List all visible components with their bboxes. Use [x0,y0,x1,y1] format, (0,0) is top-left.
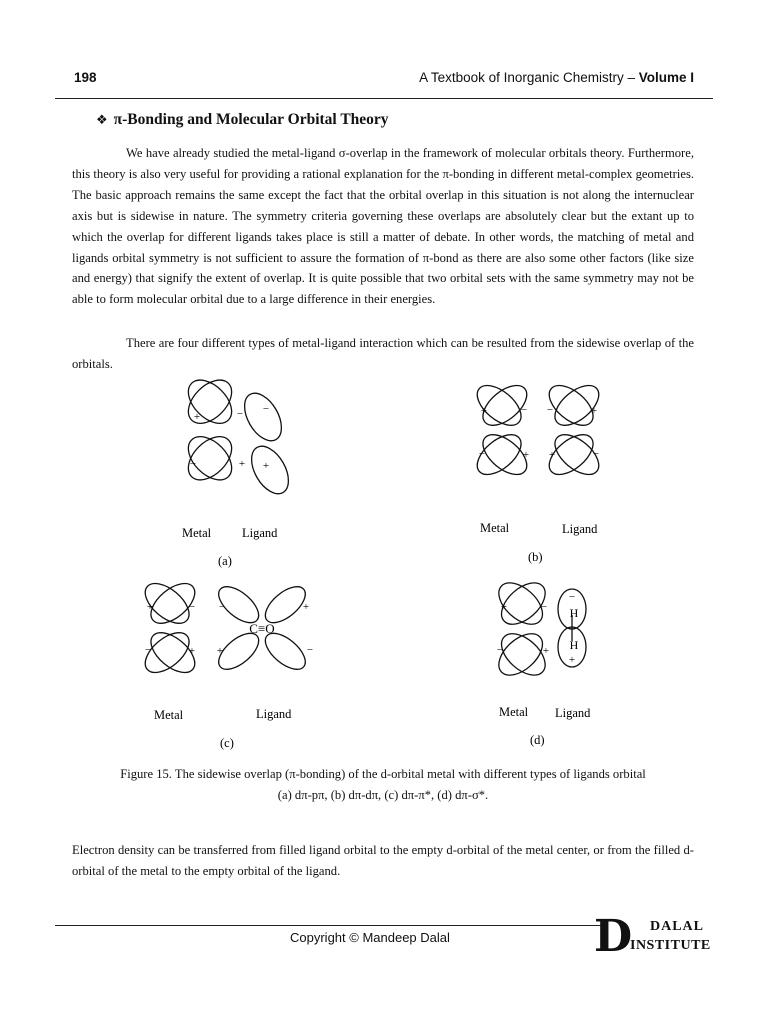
metal-lobe [180,372,239,431]
hydrogen-label: H [569,606,579,620]
sign-plus: + [238,458,246,470]
figure-a [160,385,340,575]
logo-line-1: DALAL [650,919,705,934]
sign-minus: − [478,448,486,460]
paragraph-electron-density-text: Electron density can be transferred from filled ligand orbital to the empty d-orbital of the metal center, or from the filled d-orbital of the metal to the empty orbital of the ligand. [72,843,694,878]
sign-minus: − [189,458,197,470]
sign-minus: − [592,448,600,460]
sign-plus: + [146,601,154,613]
logo-letter: D [594,911,633,962]
sign-plus: + [302,601,310,613]
section-title-text: π-Bonding and Molecular Orbital Theory [113,111,389,128]
panel-label-c: (c) [220,736,234,750]
figure-d-diagram [478,585,638,755]
diamond-bullet-icon: ❖ [96,113,108,128]
metal-lobe [180,372,239,431]
figure-b [462,385,642,575]
sign-plus: + [262,460,270,472]
sign-minus: − [262,403,270,415]
paragraph-intro-text: We have already studied the metal-ligand σ-overlap in the framework of molecular orbitals theory. Furthermore, this theory is also very useful for providing a rational explanation for the π-bonding in different metal-complex geometries. The basic approach remains the same except the fact that the orbital overlap in this situation is not along the internuclear axis but is sidewise in nature. The symmetry criteria governing these overlaps are absolutely clear but the extant up to which the overlap for different ligands takes place is still a matter of debate. In other words, the matching of metal and ligands orbital symmetry is not sufficient to assure the formation of π-bond as there are also some other factors (like size and energy) that signify the extent of overlap. It is quite possible that two orbital sets with the same symmetry may not be able to form molecular orbital due to a large difference in their energies. [72,146,694,307]
section-title [96,111,389,129]
caption-line-2: (a) dπ-pπ, (b) dπ-dπ, (c) dπ-π*, (d) dπ-σ*. [277,788,489,802]
figure-b-diagram [462,385,642,570]
sign-plus: + [480,405,488,417]
sign-plus: + [522,449,530,461]
figure-d [478,585,638,760]
sign-plus: + [188,645,196,657]
book-title-prefix: A Textbook of Inorganic Chemistry – [419,70,635,85]
co-label: C≡O [249,621,275,636]
book-title [419,70,694,85]
header-rule [55,98,713,99]
sign-minus: − [540,601,548,613]
sign-minus: − [218,601,226,613]
panel-label-d: (d) [530,733,545,747]
dalal-institute-logo [592,911,722,965]
copyright-text: Copyright © Mandeep Dalal [290,930,450,945]
hydrogen-label: H [569,638,579,652]
page-number: 198 [74,70,97,85]
ligand-lobe [237,387,289,447]
figure-c [128,585,338,760]
page-header [74,70,694,90]
figure-caption [72,764,694,806]
sign-minus: − [188,601,196,613]
ligand-label: Ligand [562,522,598,536]
sign-plus: + [590,405,598,417]
paragraph-intro [72,143,694,310]
paragraph-types [72,333,694,375]
ligand-label: Ligand [555,706,591,720]
paragraph-types-text: There are four different types of metal-ligand interaction which can be resulted from the sidewise overlap of the orbitals. [72,336,694,371]
metal-label: Metal [182,526,212,540]
paragraph-electron-density [72,840,694,882]
panel-label-a: (a) [218,554,232,568]
footer-rule [55,925,603,926]
sign-plus: + [568,654,576,666]
sign-minus: − [520,404,528,416]
sign-minus: − [306,644,314,656]
ligand-label: Ligand [256,707,292,721]
ligand-lobe [244,440,296,500]
logo-line-2: INSTITUTE [630,938,711,953]
sign-plus: + [193,411,201,423]
panel-label-b: (b) [528,550,543,564]
figure-c-diagram [128,585,338,755]
sign-minus: − [568,591,576,603]
sign-plus: + [542,645,550,657]
caption-line-1: Figure 15. The sidewise overlap (π-bonding) of the d-orbital metal with different types of ligands orbital [120,767,646,781]
figure-a-diagram [160,385,340,570]
sign-minus: − [496,644,504,656]
metal-label: Metal [480,521,510,535]
sign-minus: − [144,644,152,656]
sign-plus: + [548,449,556,461]
book-title-volume: Volume I [638,70,694,85]
ligand-label: Ligand [242,526,278,540]
sign-plus: + [500,601,508,613]
metal-label: Metal [499,705,529,719]
metal-label: Metal [154,708,184,722]
sign-minus: − [546,404,554,416]
sign-plus: + [216,645,224,657]
sign-minus: − [236,408,244,420]
